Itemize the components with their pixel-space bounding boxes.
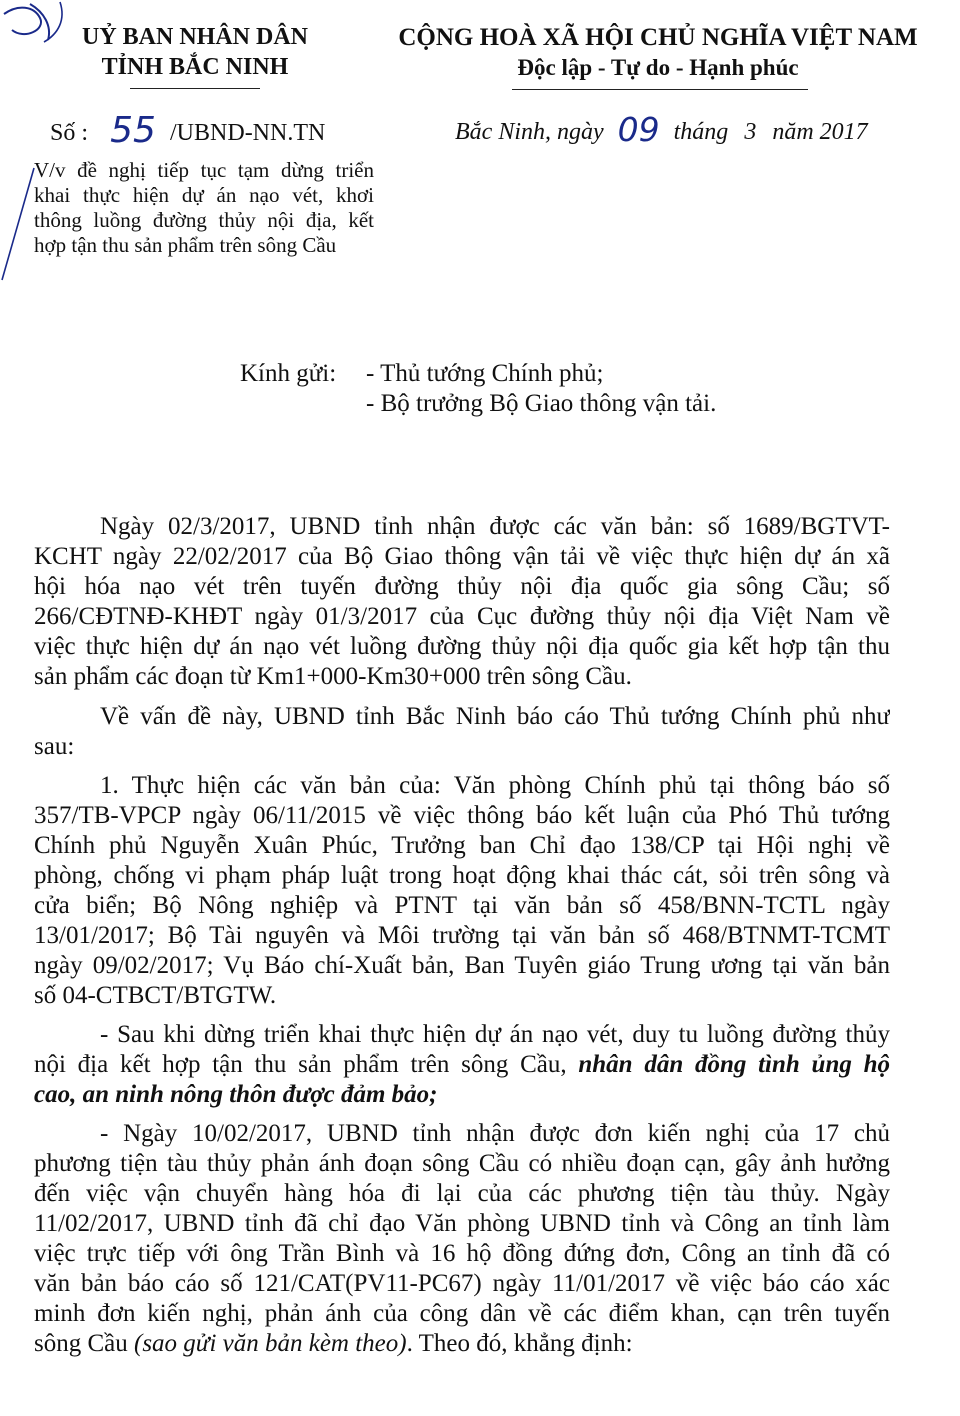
- body-line: [34, 1050, 890, 1080]
- body-line: ngày 09/02/2017; Vụ Báo chí-Xuất bản, Ban Tuyên giáo Trung ương tại văn bản: [34, 952, 890, 979]
- body-line: Chính phủ Nguyễn Xuân Phúc, Trưởng ban Chỉ đạo 138/CP tại Hội nghị về: [34, 832, 890, 859]
- so-number-handwritten: 55: [110, 110, 156, 151]
- subject-line: V/v đề nghị tiếp tục tạm dừng triển: [34, 158, 374, 182]
- body-line: hội hóa nạo vét trên tuyến đường thủy nội địa quốc gia sông Cầu; số: [34, 573, 890, 600]
- body-line: việc thực hiện dự án nạo vét luồng đường thủy nội địa quốc gia kết hợp tận thu: [34, 633, 890, 660]
- body-text-plain: nội địa kết hợp tận thu sản phẩm trên sông Cầu,: [34, 1051, 567, 1078]
- nation-motto: Độc lập - Tự do - Hạnh phúc: [517, 55, 799, 80]
- body-line: minh đơn kiến nghị, phản ánh của công dân về các điểm khan, cạn trên tuyến: [34, 1300, 890, 1327]
- body-line: 357/TB-VPCP ngày 06/11/2015 về việc thông báo kết luận của Phó Thủ tướng: [34, 802, 890, 829]
- date-day-handwritten: 09: [617, 110, 660, 149]
- body-text-emphasis: nhân dân đồng tình ủng hộ: [578, 1051, 890, 1078]
- date-prefix: Bắc Ninh, ngày: [455, 119, 604, 145]
- date-month: 3: [744, 119, 757, 145]
- recipient-item: - Bộ trưởng Bộ Giao thông vận tải.: [366, 390, 717, 417]
- body-line: số 04-CTBCT/BTGTW.: [34, 982, 277, 1009]
- body-line: KCHT ngày 22/02/2017 của Bộ Giao thông vận tải về việc thực hiện dự án xã: [34, 543, 890, 570]
- recipient-item: - Thủ tướng Chính phủ;: [366, 360, 604, 387]
- subject-line: khai thực hiện dự án nạo vét, khơi: [34, 183, 374, 207]
- body-line: Ngày 02/3/2017, UBND tỉnh nhận được các văn bản: số 1689/BGTVT-: [100, 513, 890, 540]
- body-line: sản phẩm các đoạn từ Km1+000-Km30+000 trên sông Cầu.: [34, 663, 632, 690]
- body-line: [34, 1329, 890, 1359]
- body-line: việc trực tiếp với ông Trần Bình và 16 hộ đồng đứng đơn, Công an tỉnh đã có: [34, 1240, 890, 1267]
- body-text-plain: sông Cầu: [34, 1330, 128, 1357]
- recipients-label: Kính gửi:: [240, 360, 337, 387]
- body-text-plain: . Theo đó, khẳng định:: [406, 1330, 633, 1357]
- document-date: [455, 108, 868, 147]
- subject-line: hợp tận thu sản phẩm trên sông Cầu: [34, 233, 337, 257]
- body-line: phòng, chống vi phạm pháp luật trong hoạt động khai thác cát, sỏi trên sông và: [34, 862, 890, 889]
- so-suffix: /UBND-NN.TN: [170, 120, 326, 146]
- org-name-line2: TỈNH BẮC NINH: [101, 54, 289, 80]
- so-label: Số :: [50, 120, 89, 146]
- body-line: Về vấn đề này, UBND tỉnh Bắc Ninh báo cáo Thủ tướng Chính phủ như: [100, 703, 890, 730]
- body-line: - Ngày 10/02/2017, UBND tỉnh nhận được đơn kiến nghị của 17 chủ: [100, 1120, 890, 1147]
- body-line: 266/CĐTNĐ-KHĐT ngày 01/3/2017 của Cục đường thủy nội địa Việt Nam về: [34, 603, 890, 630]
- body-line-emphasis: cao, an ninh nông thôn được đảm bảo;: [34, 1081, 438, 1108]
- document-number: [50, 108, 325, 149]
- body-line: sau:: [34, 733, 75, 760]
- body-line: 13/01/2017; Bộ Tài nguyên và Môi trường tại văn bản số 468/BTNMT-TCMT: [34, 922, 890, 949]
- body-line: cửa biển; Bộ Nông nghiệp và PTNT tại văn bản số 458/BNN-TCTL ngày: [34, 892, 890, 919]
- motto-underline: [512, 89, 808, 90]
- date-year: năm 2017: [772, 119, 868, 145]
- body-text-italic: (sao gửi văn bản kèm theo): [134, 1330, 407, 1357]
- body-line: - Sau khi dừng triển khai thực hiện dự án nạo vét, duy tu luồng đường thủy: [100, 1021, 890, 1048]
- org-name-line1: UỶ BAN NHÂN DÂN: [82, 24, 308, 50]
- body-line: phương tiện tàu thủy phản ánh đoạn sông Cầu có nhiều đoạn cạn, gây ảnh hưởng: [34, 1150, 890, 1177]
- subject-block: [34, 158, 374, 258]
- date-month-label: tháng: [673, 119, 729, 145]
- subject-line: thông luồng đường thủy nội địa, kết: [34, 208, 374, 232]
- nation-title: CỘNG HOÀ XÃ HỘI CHỦ NGHĨA VIỆT NAM: [398, 24, 918, 51]
- body-line: văn bản báo cáo số 121/CAT(PV11-PC67) ngày 11/01/2017 về việc báo cáo xác: [34, 1270, 890, 1297]
- org-underline: [130, 88, 260, 89]
- body-line: đến việc vận chuyển hàng hóa đi lại của các phương tiện tàu thủy. Ngày: [34, 1180, 890, 1207]
- body-line: 11/02/2017, UBND tỉnh đã chỉ đạo Văn phòng UBND tỉnh và Công an tỉnh làm: [34, 1210, 890, 1237]
- body-line: 1. Thực hiện các văn bản của: Văn phòng Chính phủ tại thông báo số: [100, 772, 890, 799]
